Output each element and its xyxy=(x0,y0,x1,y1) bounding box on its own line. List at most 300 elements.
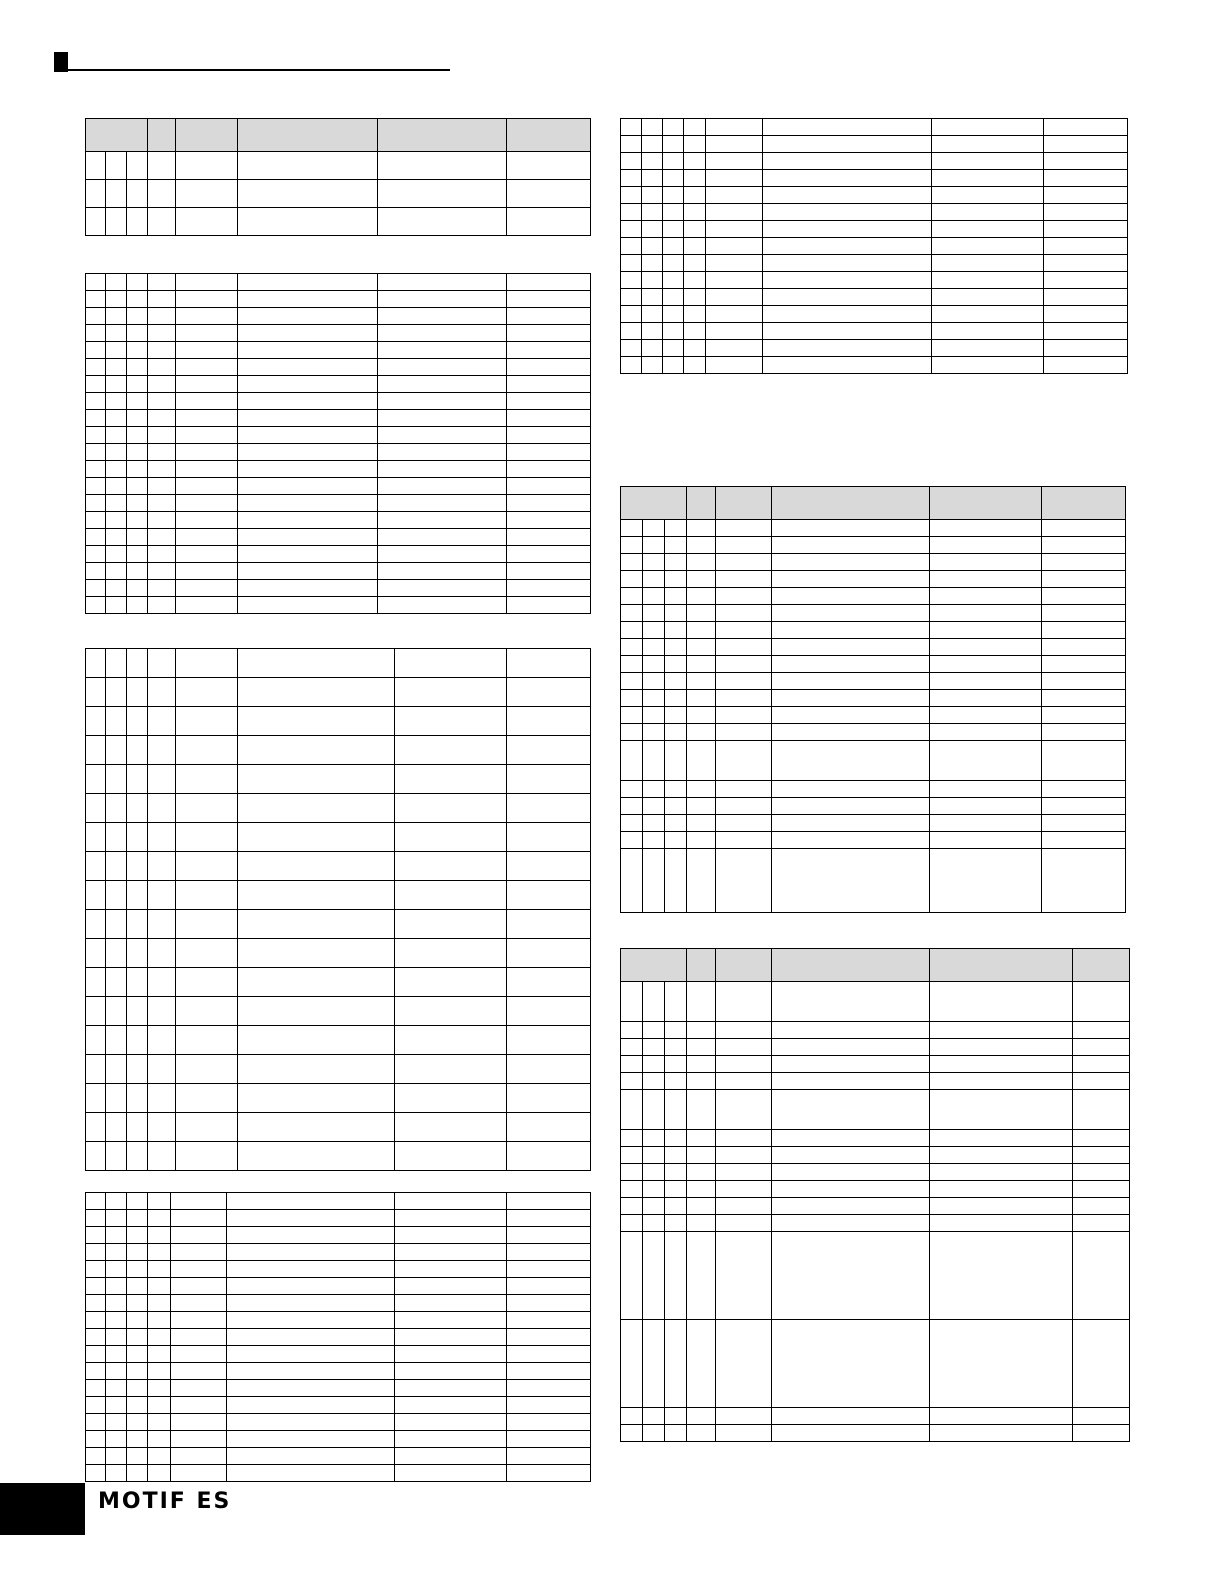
table-cell xyxy=(106,393,127,410)
table-row xyxy=(86,563,591,580)
table-cell xyxy=(932,153,1044,170)
table-cell xyxy=(106,529,127,546)
table-cell xyxy=(716,537,772,554)
table-cell xyxy=(106,1113,127,1142)
table-cell xyxy=(106,1380,127,1397)
table-cell xyxy=(507,180,591,208)
table-cell xyxy=(687,1198,716,1215)
table-cell xyxy=(932,238,1044,255)
table-cell xyxy=(238,1026,395,1055)
table-cell xyxy=(395,1055,507,1084)
table-cell xyxy=(716,639,772,656)
table-cell xyxy=(148,1465,171,1482)
table-cell xyxy=(621,849,643,913)
table-cell xyxy=(1073,1164,1130,1181)
table-cell xyxy=(227,1414,395,1431)
table-cell xyxy=(171,1193,227,1210)
table-cell xyxy=(176,968,238,997)
table-cell xyxy=(643,520,665,537)
table-cell xyxy=(687,673,716,690)
table-cell xyxy=(171,1227,227,1244)
table-cell xyxy=(176,152,238,180)
table-cell xyxy=(227,1193,395,1210)
table-cell xyxy=(127,152,148,180)
table-cell xyxy=(171,1295,227,1312)
table-cell xyxy=(643,1181,665,1198)
table-cell xyxy=(176,1026,238,1055)
table-cell xyxy=(148,393,176,410)
table-cell xyxy=(238,968,395,997)
table-cell xyxy=(716,622,772,639)
table-cell xyxy=(148,376,176,393)
table-row xyxy=(621,656,1126,673)
table-cell xyxy=(1042,673,1126,690)
table-cell xyxy=(127,823,148,852)
table-cell xyxy=(148,512,176,529)
table-cell xyxy=(663,272,684,289)
table-cell xyxy=(930,1073,1073,1090)
table-cell xyxy=(378,546,507,563)
header-cell xyxy=(86,119,148,152)
table-cell xyxy=(1073,1039,1130,1056)
table-cell xyxy=(687,724,716,741)
table-cell xyxy=(706,170,763,187)
table-cell xyxy=(772,1147,930,1164)
table-cell xyxy=(148,1414,171,1431)
table-cell xyxy=(763,340,932,357)
table-cell xyxy=(148,580,176,597)
table-row xyxy=(86,1431,591,1448)
table-cell xyxy=(106,427,127,444)
table-cell xyxy=(1073,1408,1130,1425)
table-cell xyxy=(148,1448,171,1465)
table-row xyxy=(86,1465,591,1482)
table-cell xyxy=(663,306,684,323)
table-row xyxy=(86,1329,591,1346)
table-cell xyxy=(395,1084,507,1113)
table-cell xyxy=(395,1244,507,1261)
table-cell xyxy=(148,1193,171,1210)
table-cell xyxy=(238,1142,395,1171)
table-cell xyxy=(148,495,176,512)
table-row xyxy=(86,1295,591,1312)
table-cell xyxy=(127,1142,148,1171)
table-cell xyxy=(687,639,716,656)
table-cell xyxy=(176,529,238,546)
table-cell xyxy=(171,1329,227,1346)
table-cell xyxy=(1044,153,1128,170)
table-cell xyxy=(716,554,772,571)
table-cell xyxy=(1044,170,1128,187)
table-cell xyxy=(930,571,1042,588)
table-cell xyxy=(127,1295,148,1312)
table-cell xyxy=(684,357,706,374)
table-cell xyxy=(507,512,591,529)
table-cell xyxy=(772,639,930,656)
table-row xyxy=(86,765,591,794)
table-cell xyxy=(642,255,663,272)
table-cell xyxy=(106,1414,127,1431)
table-cell xyxy=(772,605,930,622)
table-cell xyxy=(643,1039,665,1056)
table-row xyxy=(621,221,1128,238)
table-cell xyxy=(621,1425,643,1442)
table-cell xyxy=(106,1055,127,1084)
table-cell xyxy=(772,1181,930,1198)
table-row xyxy=(621,832,1126,849)
table-cell xyxy=(395,678,507,707)
table-cell xyxy=(176,563,238,580)
table-cell xyxy=(106,765,127,794)
table-cell xyxy=(106,1244,127,1261)
table-cell xyxy=(106,997,127,1026)
table-cell xyxy=(238,736,395,765)
table-cell xyxy=(643,1022,665,1039)
table-cell xyxy=(106,291,127,308)
table-cell xyxy=(1042,849,1126,913)
table-row xyxy=(621,741,1126,781)
table-cell xyxy=(86,1363,106,1380)
table-cell xyxy=(621,1090,643,1130)
table-cell xyxy=(148,1278,171,1295)
table-cell xyxy=(86,852,106,881)
table-cell xyxy=(643,605,665,622)
table-cell xyxy=(86,359,106,376)
table-cell xyxy=(716,798,772,815)
table-cell xyxy=(378,359,507,376)
table-cell xyxy=(86,512,106,529)
table-cell xyxy=(86,580,106,597)
table-cell xyxy=(1073,1090,1130,1130)
table-cell xyxy=(507,342,591,359)
table-cell xyxy=(684,119,706,136)
table-cell xyxy=(127,910,148,939)
table-row xyxy=(86,529,591,546)
table-row xyxy=(86,1227,591,1244)
table-cell xyxy=(86,765,106,794)
table-cell xyxy=(763,204,932,221)
table-cell xyxy=(665,832,687,849)
table-cell xyxy=(643,1198,665,1215)
table-row xyxy=(621,1232,1130,1320)
table-cell xyxy=(106,546,127,563)
table-cell xyxy=(642,323,663,340)
table-cell xyxy=(127,794,148,823)
table-cell xyxy=(86,1244,106,1261)
table-cell xyxy=(106,1193,127,1210)
table-cell xyxy=(930,656,1042,673)
table-row xyxy=(86,1363,591,1380)
table-cell xyxy=(643,1232,665,1320)
table-cell xyxy=(507,1346,591,1363)
table-row xyxy=(86,291,591,308)
table-cell xyxy=(665,724,687,741)
table-cell xyxy=(507,678,591,707)
table-cell xyxy=(643,1147,665,1164)
table-row xyxy=(621,1425,1130,1442)
table-cell xyxy=(238,461,378,478)
table-cell xyxy=(665,849,687,913)
table-cell xyxy=(507,308,591,325)
table-cell xyxy=(706,255,763,272)
table-cell xyxy=(176,881,238,910)
table-cell xyxy=(127,495,148,512)
table-cell xyxy=(1042,798,1126,815)
table-cell xyxy=(665,690,687,707)
table-cell xyxy=(621,1130,643,1147)
table-cell xyxy=(86,208,106,236)
table-cell xyxy=(507,427,591,444)
table-cell xyxy=(148,1142,176,1171)
table-cell xyxy=(238,274,378,291)
table-cell xyxy=(621,673,643,690)
table-cell xyxy=(176,359,238,376)
table-cell xyxy=(176,291,238,308)
table-cell xyxy=(238,649,395,678)
table-cell xyxy=(621,622,643,639)
table-cell xyxy=(932,119,1044,136)
table-cell xyxy=(238,495,378,512)
table-cell xyxy=(621,136,642,153)
table-cell xyxy=(687,832,716,849)
table-cell xyxy=(772,832,930,849)
table-cell xyxy=(86,1346,106,1363)
table-row xyxy=(86,823,591,852)
table-cell xyxy=(127,1113,148,1142)
table-cell xyxy=(930,798,1042,815)
table-cell xyxy=(507,649,591,678)
table-cell xyxy=(106,208,127,236)
table-cell xyxy=(772,707,930,724)
header-cell xyxy=(148,119,176,152)
table-cell xyxy=(665,1147,687,1164)
table-cell xyxy=(176,393,238,410)
table-cell xyxy=(106,359,127,376)
table-cell xyxy=(665,1215,687,1232)
table-cell xyxy=(227,1346,395,1363)
table-cell xyxy=(86,939,106,968)
table-cell xyxy=(176,794,238,823)
table-cell xyxy=(86,308,106,325)
table-cell xyxy=(127,1227,148,1244)
table-cell xyxy=(643,1090,665,1130)
table-cell xyxy=(684,204,706,221)
table-cell xyxy=(1044,306,1128,323)
table-cell xyxy=(86,546,106,563)
table-cell xyxy=(106,512,127,529)
table-cell xyxy=(763,153,932,170)
table-cell xyxy=(1042,537,1126,554)
table-cell xyxy=(665,1164,687,1181)
table-row xyxy=(86,881,591,910)
header-cell xyxy=(378,119,507,152)
table-cell xyxy=(684,255,706,272)
table-cell xyxy=(507,997,591,1026)
table-cell xyxy=(1044,238,1128,255)
table-cell xyxy=(706,323,763,340)
table-cell xyxy=(621,306,642,323)
table-cell xyxy=(86,1113,106,1142)
table-cell xyxy=(706,153,763,170)
table-cell xyxy=(148,342,176,359)
table-cell xyxy=(395,1312,507,1329)
table-cell xyxy=(1042,707,1126,724)
header-cell xyxy=(1073,949,1130,982)
table-cell xyxy=(716,1198,772,1215)
table-cell xyxy=(127,597,148,614)
table-cell xyxy=(643,588,665,605)
table-cell xyxy=(643,982,665,1022)
table-cell xyxy=(148,359,176,376)
table-cell xyxy=(930,724,1042,741)
table-cell xyxy=(106,1397,127,1414)
table-cell xyxy=(378,410,507,427)
table-cell xyxy=(772,849,930,913)
table-cell xyxy=(1073,982,1130,1022)
table-cell xyxy=(395,881,507,910)
table-cell xyxy=(643,1320,665,1408)
table-cell xyxy=(86,376,106,393)
table-cell xyxy=(86,342,106,359)
table-cell xyxy=(127,997,148,1026)
table-cell xyxy=(642,272,663,289)
table-cell xyxy=(643,1056,665,1073)
table-cell xyxy=(395,1026,507,1055)
table-cell xyxy=(665,982,687,1022)
table-cell xyxy=(507,580,591,597)
table-cell xyxy=(716,815,772,832)
table-row xyxy=(86,495,591,512)
table-cell xyxy=(621,1022,643,1039)
header-cell xyxy=(176,119,238,152)
table-cell xyxy=(621,1164,643,1181)
table-cell xyxy=(1042,724,1126,741)
table-cell xyxy=(395,1397,507,1414)
table-cell xyxy=(176,1084,238,1113)
table-cell xyxy=(86,881,106,910)
table-cell xyxy=(378,208,507,236)
table-cell xyxy=(687,588,716,605)
table-cell xyxy=(930,1425,1073,1442)
table-cell xyxy=(127,1431,148,1448)
table-cell xyxy=(395,997,507,1026)
table-cell xyxy=(176,274,238,291)
left-table-1 xyxy=(85,118,591,236)
table-cell xyxy=(148,1329,171,1346)
table-cell xyxy=(106,823,127,852)
table-cell xyxy=(238,291,378,308)
table-cell xyxy=(395,1465,507,1482)
table-header-row xyxy=(621,487,1126,520)
table-row xyxy=(86,359,591,376)
table-cell xyxy=(106,1431,127,1448)
table-cell xyxy=(687,1215,716,1232)
table-cell xyxy=(643,673,665,690)
table-cell xyxy=(621,1056,643,1073)
table-cell xyxy=(171,1414,227,1431)
header-cell xyxy=(687,487,716,520)
table-cell xyxy=(148,529,176,546)
table-cell xyxy=(663,153,684,170)
table-cell xyxy=(687,554,716,571)
table-cell xyxy=(227,1431,395,1448)
table-row xyxy=(86,274,591,291)
table-cell xyxy=(507,208,591,236)
table-row xyxy=(86,393,591,410)
table-row xyxy=(86,1397,591,1414)
table-cell xyxy=(930,1198,1073,1215)
table-cell xyxy=(507,563,591,580)
table-cell xyxy=(106,342,127,359)
table-cell xyxy=(106,1312,127,1329)
header-cell xyxy=(621,949,687,982)
table-cell xyxy=(127,274,148,291)
table-cell xyxy=(86,794,106,823)
table-cell xyxy=(930,741,1042,781)
table-cell xyxy=(395,1346,507,1363)
table-cell xyxy=(127,325,148,342)
table-cell xyxy=(932,170,1044,187)
table-cell xyxy=(238,427,378,444)
table-cell xyxy=(227,1278,395,1295)
table-cell xyxy=(176,649,238,678)
table-cell xyxy=(687,849,716,913)
table-cell xyxy=(687,605,716,622)
table-cell xyxy=(148,939,176,968)
table-cell xyxy=(238,580,378,597)
table-cell xyxy=(507,1261,591,1278)
table-row xyxy=(621,622,1126,639)
table-cell xyxy=(621,1073,643,1090)
table-cell xyxy=(176,461,238,478)
table-cell xyxy=(238,997,395,1026)
table-cell xyxy=(238,765,395,794)
table-cell xyxy=(238,546,378,563)
table-cell xyxy=(238,208,378,236)
table-cell xyxy=(930,588,1042,605)
table-cell xyxy=(763,289,932,306)
table-cell xyxy=(238,939,395,968)
table-cell xyxy=(930,832,1042,849)
table-cell xyxy=(176,180,238,208)
table-cell xyxy=(665,1320,687,1408)
table-cell xyxy=(176,823,238,852)
table-cell xyxy=(171,1210,227,1227)
table-row xyxy=(86,427,591,444)
header-cell xyxy=(716,949,772,982)
table-cell xyxy=(621,588,643,605)
table-cell xyxy=(148,881,176,910)
table-cell xyxy=(127,1329,148,1346)
table-cell xyxy=(763,323,932,340)
table-cell xyxy=(106,881,127,910)
table-cell xyxy=(127,208,148,236)
table-cell xyxy=(227,1261,395,1278)
table-cell xyxy=(687,1425,716,1442)
table-cell xyxy=(684,221,706,238)
table-cell xyxy=(507,1397,591,1414)
table-cell xyxy=(1073,1232,1130,1320)
table-cell xyxy=(621,1320,643,1408)
table-cell xyxy=(127,478,148,495)
table-row xyxy=(621,1147,1130,1164)
table-cell xyxy=(227,1397,395,1414)
table-cell xyxy=(716,690,772,707)
table-cell xyxy=(930,1090,1073,1130)
right-table-3 xyxy=(620,948,1130,1442)
table-cell xyxy=(665,1039,687,1056)
table-row xyxy=(621,798,1126,815)
